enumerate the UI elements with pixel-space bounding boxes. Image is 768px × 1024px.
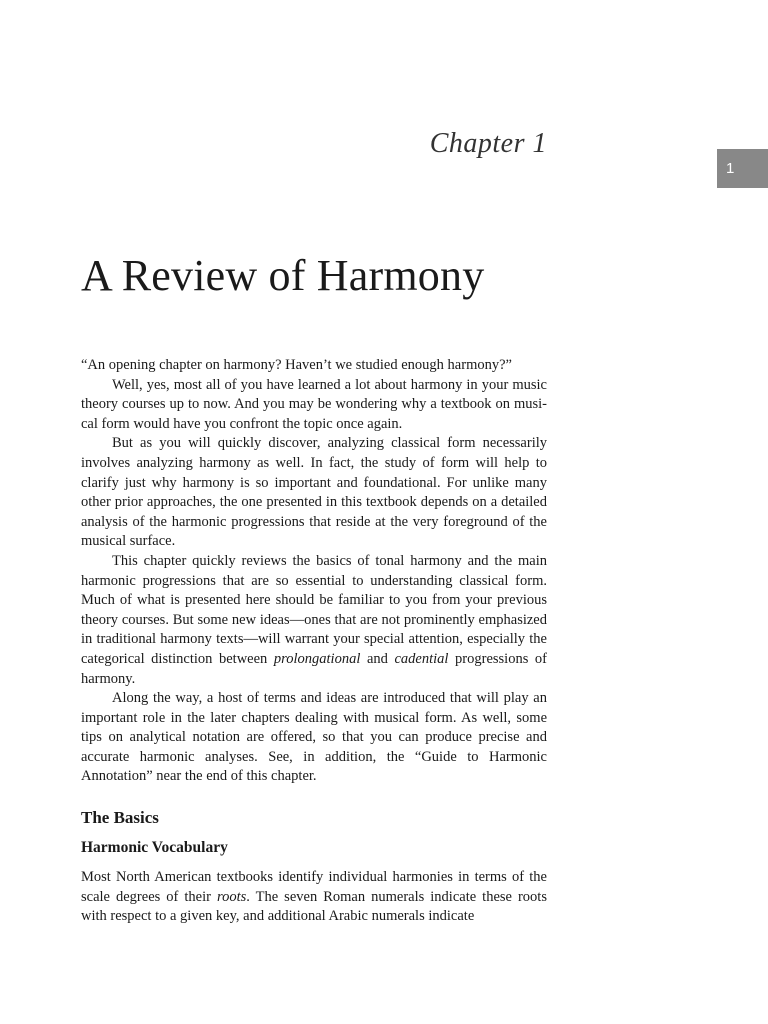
text-run: and (360, 650, 395, 667)
body-text (81, 356, 547, 927)
chapter-title: A Review of Harmony (81, 251, 485, 300)
paragraph (81, 552, 547, 689)
chapter-number-tab: 1 (717, 149, 768, 188)
paragraph (81, 868, 547, 927)
emphasis-text: prolongational (273, 650, 361, 667)
paragraph: Along the way, a host of terms and ideas are introduced that will play an important role in the later chapters dealing with musical form. As well, some tips on analytical notation are offered, so that you can produce precise and accurate harmonic analyses. See, in addition, the “Guide to Harmonic Annotation” near the end of this chapter. (81, 690, 547, 785)
text-run: Most North American textbooks identify individual harmonies in terms of the scale degrees of their (81, 869, 547, 905)
text-run: This chapter quickly reviews the basics of tonal harmony and the main harmonic progressions that are so essential to understanding classical form. Much of what is presented here should be familiar to you from your previous theory courses. But some new ideas—ones that are not prominently emphasized in traditional harmony texts—will warrant your special attention, especially the categorical distinction between (81, 552, 547, 667)
paragraph-opening-quote: “An opening chapter on harmony? Haven’t we studied enough harmony?” (81, 357, 512, 373)
chapter-label: Chapter 1 (429, 128, 547, 159)
paragraph: Well, yes, most all of you have learned a lot about harmony in your music theory courses up to now. And you may be wondering why a textbook on musical form would have you confront the topic once again. (81, 376, 547, 432)
emphasis-text: roots (216, 888, 247, 905)
section-heading: The Basics (81, 808, 159, 828)
emphasis-text: cadential (394, 650, 449, 667)
paragraph: But as you will quickly discover, analyzing classical form necessarily involves analyzing harmony as well. In fact, the study of form will help to clarify just why harmony is so important and foundational. For unlike many other prior approaches, the one presented in this textbook depends on a detailed analysis of the harmonic progressions that reside at the very foreground of the musical surface. (81, 435, 547, 550)
subsection-heading: Harmonic Vocabulary (81, 839, 228, 857)
text-run: . The seven Roman numerals indicate these roots with respect to a given key, and additional Arabic numerals indicate (81, 888, 547, 925)
text-run: progressions of harmony. (81, 650, 548, 687)
